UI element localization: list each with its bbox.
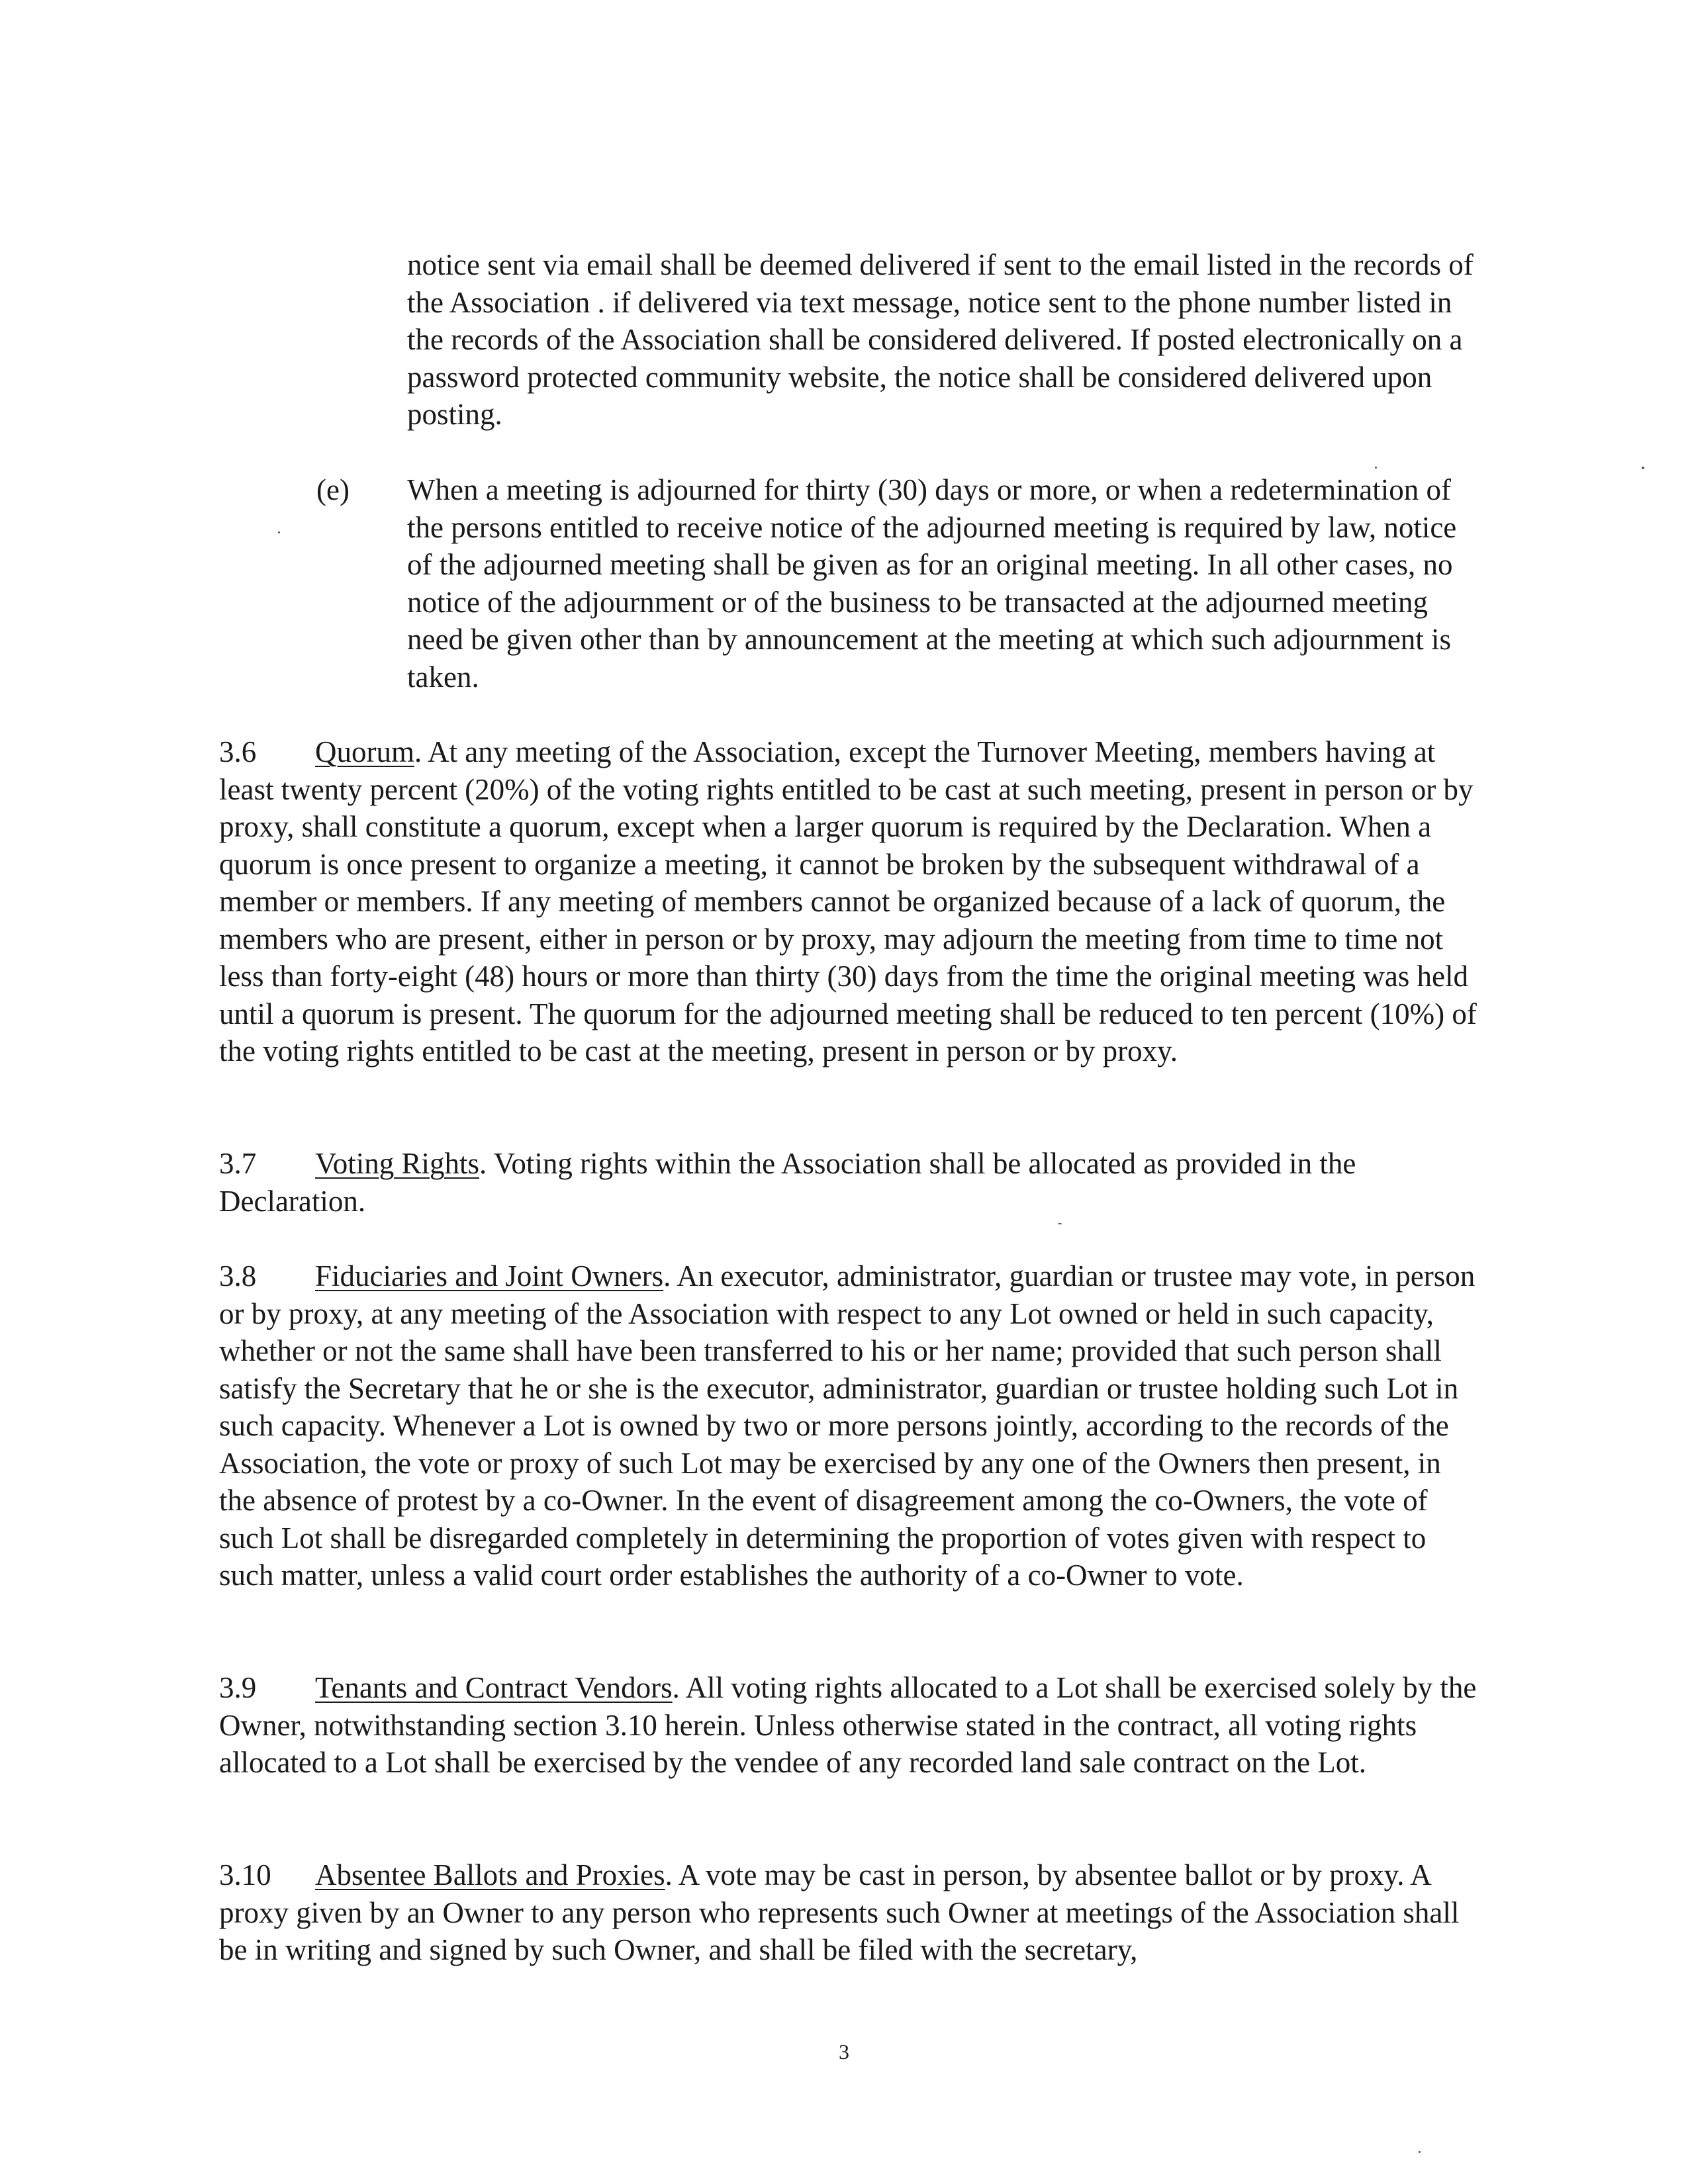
section-number: 3.7 [219, 1147, 257, 1180]
section-body: . A vote may be cast in person, by absentee ballot or by proxy. A proxy given by an Owner to any person who represents such Owner at meetings of the Association shall be in writing and signed by such Owner, and shall be filed with the secretary, [219, 1858, 1460, 1966]
section-3-6 [219, 733, 1480, 1070]
section-3-9 [219, 1669, 1480, 1782]
section-number: 3.9 [219, 1671, 257, 1704]
section-3-7 [219, 1145, 1480, 1220]
section-body: . An executor, administrator, guardian or trustee may vote, in person or by proxy, at any meeting of the Association with respect to any Lot owned or held in such capacity, whether or not the same shall have been transferred to his or her name; provided that such person shall satisfy the Secretary that he or she is the executor, administrator, guardian or trustee holding such Lot in such capacity. Whenever a Lot is owned by two or more persons jointly, according to the records of the Association, the vote or proxy of such Lot may be exercised by any one of the Owners then present, in the absence of protest by a co-Owner. In the event of disagreement among the co-Owners, the vote of such Lot shall be disregarded completely in determining the proportion of votes given with respect to such matter, unless a valid court order establishes the authority of a co-Owner to vote. [219, 1259, 1476, 1592]
section-title: Quorum [315, 735, 414, 768]
scan-speck [1375, 467, 1377, 469]
section-3-8 [219, 1257, 1480, 1594]
section-title: Absentee Ballots and Proxies [315, 1858, 665, 1891]
section-title: Voting Rights [315, 1147, 479, 1180]
continuation-paragraph: notice sent via email shall be deemed delivered if sent to the email listed in the records of the Association . if delivered via text message, notice sent to the phone number listed in the records of the Association shall be considered delivered. If posted electronically on a password protected community website, the notice shall be considered delivered upon posting. [407, 248, 1474, 431]
section-number: 3.8 [219, 1259, 257, 1293]
section-number: 3.6 [219, 735, 257, 768]
section-body: . All voting rights allocated to a Lot shall be exercised solely by the Owner, notwithstanding section 3.10 herein. Unless otherwise stated in the contract, all voting rights allocated to a Lot shall be exercised by the vendee of any recorded land sale contract on the Lot. [219, 1671, 1477, 1779]
section-number: 3.10 [219, 1858, 271, 1891]
section-body: . At any meeting of the Association, except the Turnover Meeting, members having at least twenty percent (20%) of the voting rights entitled to be cast at such meeting, present in person or by proxy, shall constitute a quorum, except when a larger quorum is required by the Declaration. When a quorum is once present to organize a meeting, it cannot be broken by the subsequent withdrawal of a member or members. If any meeting of members cannot be organized because of a lack of quorum, the members who are present, either in person or by proxy, may adjourn the meeting from time to time not less than forty-eight (48) hours or more than thirty (30) days from the time the original meeting was held until a quorum is present. The quorum for the adjourned meeting shall be reduced to ten percent (10%) of the voting rights entitled to be cast at the meeting, present in person or by proxy. [219, 735, 1477, 1068]
scan-speck [1419, 2151, 1421, 2153]
section-title: Tenants and Contract Vendors [315, 1671, 673, 1704]
subsection-e-text: When a meeting is adjourned for thirty (30) days or more, or when a redetermination of the persons entitled to receive notice of the adjourned meeting is required by law, notice of the adjourned meeting shall be given as for an original meeting. In all other cases, no notice of the adjournment or of the business to be transacted at the adjourned meeting need be given other than by announcement at the meeting at which such adjournment is taken. [407, 473, 1457, 694]
section-3-10 [219, 1856, 1480, 1969]
section-body: . Voting rights within the Association shall be allocated as provided in the Declaration. [219, 1147, 1356, 1218]
scan-speck [1642, 467, 1644, 469]
subsection-e-label: (e) [316, 473, 350, 506]
page-number: 3 [839, 2040, 849, 2064]
scan-speck [1058, 1223, 1062, 1224]
section-title: Fiduciaries and Joint Owners [315, 1259, 664, 1293]
scan-speck [278, 531, 280, 533]
